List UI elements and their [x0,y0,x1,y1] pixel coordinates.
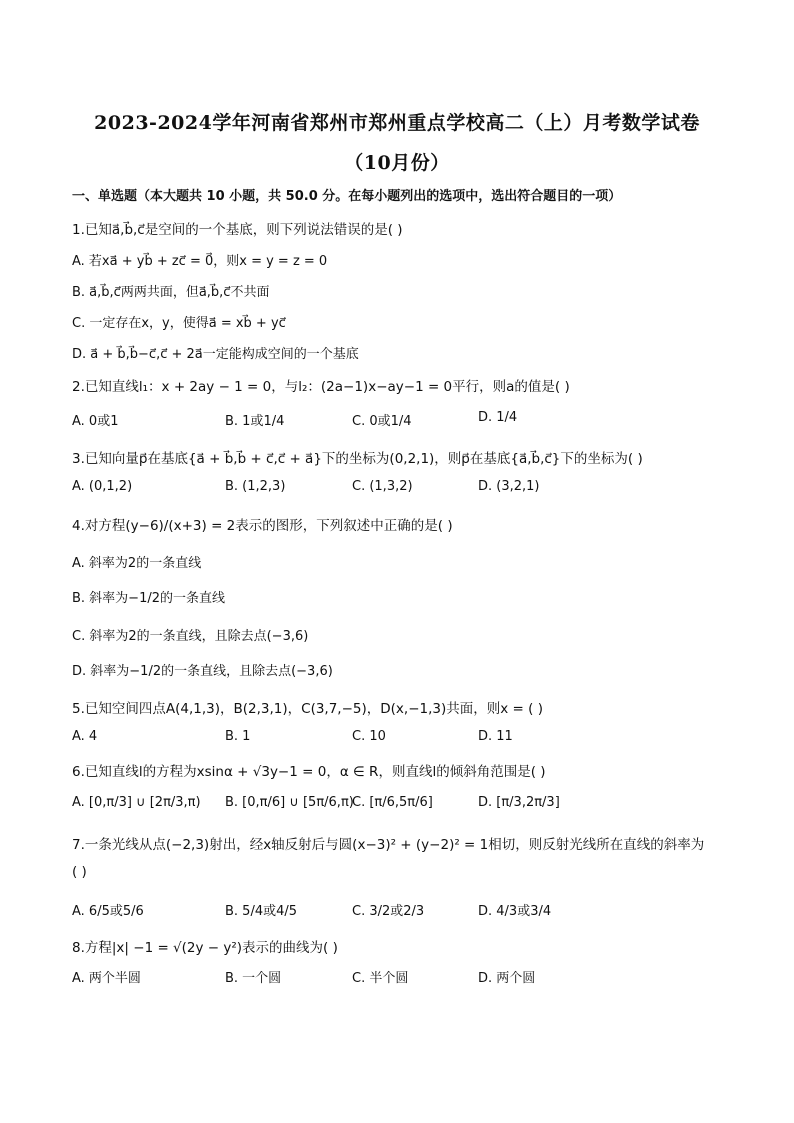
question-8-option-a: A. 两个半圆 [72,971,141,986]
exam-subtitle: （10月份） [344,152,450,174]
question-4-option-b: B. 斜率为−1/2的一条直线 [72,591,225,606]
question-8-option-c: C. 半个圆 [352,971,409,986]
question-4-option-a: A. 斜率为2的一条直线 [72,556,202,571]
question-4-stem: 4.对方程(y−6)/(x+3) = 2表示的图形，下列叙述中正确的是( ) [72,518,453,534]
question-7-stem: 7.一条光线从点(−2,3)射出，经x轴反射后与圆(x−3)² + (y−2)² = 1相切，则反射光线所在直线的斜率为 [72,837,705,853]
exam-title: 2023-2024学年河南省郑州市郑州重点学校高二（上）月考数学试卷 [94,112,700,134]
question-2-option-b: B. 1或1/4 [225,414,285,429]
question-7-option-a: A. 6/5或5/6 [72,904,144,919]
question-2-option-a: A. 0或1 [72,414,119,429]
question-3-option-c: C. (1,3,2) [352,479,413,494]
question-7-option-b: B. 5/4或4/5 [225,904,298,919]
question-4-option-d: D. 斜率为−1/2的一条直线，且除去点(−3,6) [72,664,333,679]
question-3-option-b: B. (1,2,3) [225,479,286,494]
question-1-option-a: A. 若xa⃗ + yb⃗ + zc⃗ = 0⃗，则x = y = z = 0 [72,254,328,269]
question-8-option-b: B. 一个圆 [225,971,282,986]
question-2-option-c: C. 0或1/4 [352,414,412,429]
question-4-option-c: C. 斜率为2的一条直线，且除去点(−3,6) [72,629,309,644]
question-1-option-d: D. a⃗ + b⃗,b⃗−c⃗,c⃗ + 2a⃗一定能构成空间的一个基底 [72,347,359,362]
question-3-option-d: D. (3,2,1) [478,479,540,494]
question-6-option-b: B. [0,π/6] ∪ [5π/6,π) [225,795,354,810]
question-5-option-a: A. 4 [72,729,98,744]
question-7-stem-continued: ( ) [72,864,87,880]
question-7-option-d: D. 4/3或3/4 [478,904,552,919]
question-1-stem: 1.已知a⃗,b⃗,c⃗是空间的一个基底，则下列说法错误的是( ) [72,222,403,238]
question-6-option-a: A. [0,π/3] ∪ [2π/3,π) [72,795,201,810]
question-3-stem: 3.已知向量p⃗在基底{a⃗ + b⃗,b⃗ + c⃗,c⃗ + a⃗}下的坐标为(0,2,1)，则p⃗在基底{a⃗,b⃗,c⃗}下的坐标为( ) [72,451,643,467]
question-1-option-b: B. a⃗,b⃗,c⃗两两共面，但a⃗,b⃗,c⃗不共面 [72,285,270,300]
question-2-stem: 2.已知直线l₁：x + 2ay − 1 = 0，与l₂：(2a−1)x−ay−1 = 0平行，则a的值是( ) [72,379,570,395]
question-1-option-c: C. 一定存在x，y，使得a⃗ = xb⃗ + yc⃗ [72,316,286,331]
question-5-option-d: D. 11 [478,729,513,744]
question-6-stem: 6.已知直线l的方程为xsinα + √3y−1 = 0，α ∈ R，则直线l的倾斜角范围是( ) [72,764,546,780]
question-8-option-d: D. 两个圆 [478,971,536,986]
question-6-option-c: C. [π/6,5π/6] [352,795,433,810]
question-7-option-c: C. 3/2或2/3 [352,904,425,919]
question-2-option-d: D. 1/4 [478,410,518,425]
question-5-option-b: B. 1 [225,729,251,744]
question-5-stem: 5.已知空间四点A(4,1,3)，B(2,3,1)，C(3,7,−5)，D(x,−1,3)共面，则x = ( ) [72,701,543,717]
question-8-stem: 8.方程|x| −1 = √(2y − y²)表示的曲线为( ) [72,940,338,956]
question-6-option-d: D. [π/3,2π/3] [478,795,560,810]
question-3-option-a: A. (0,1,2) [72,479,133,494]
section-heading: 一、单选题（本大题共 10 小题，共 50.0 分。在每小题列出的选项中，选出符合题目的一项） [72,189,622,204]
question-5-option-c: C. 10 [352,729,386,744]
